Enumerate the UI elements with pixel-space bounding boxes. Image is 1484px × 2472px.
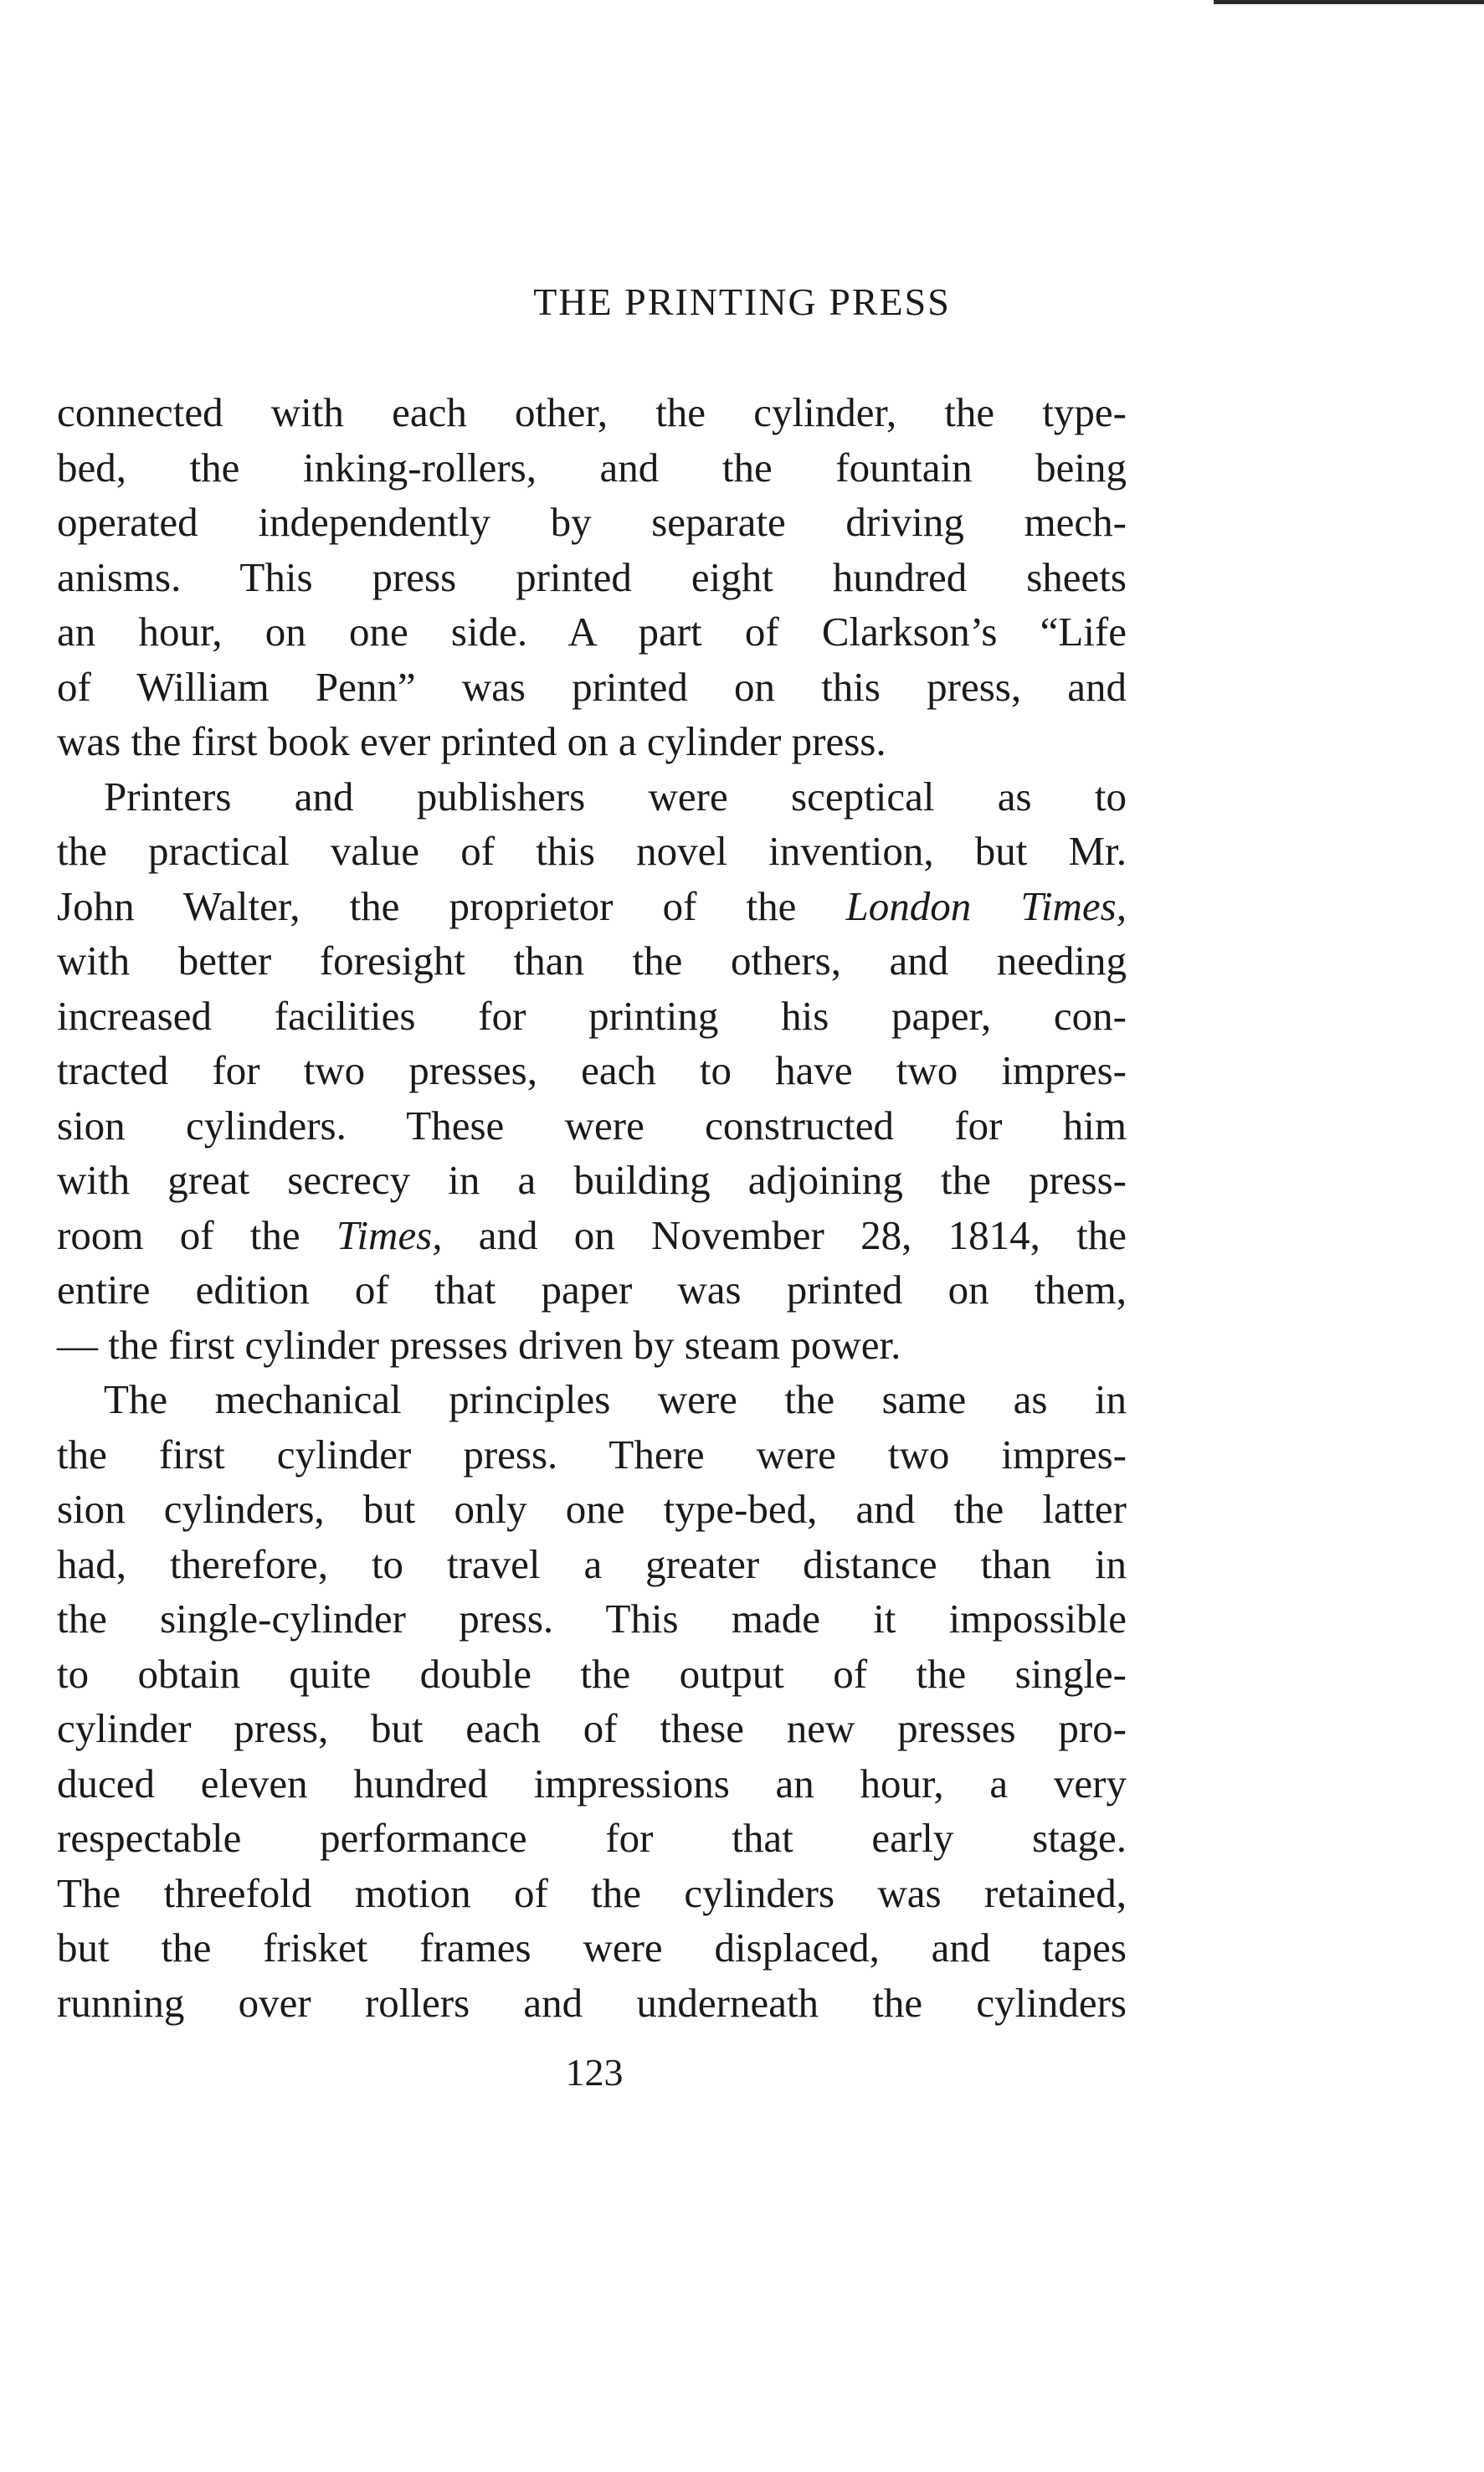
top-edge-rule (1214, 0, 1484, 4)
text-line: entire edition of that paper was printed on them, (57, 1267, 1127, 1313)
text-line: duced eleven hundred impressions an hour, a very (57, 1760, 1127, 1806)
text-line: increased facilities for printing his paper, con- (57, 992, 1127, 1039)
page-number: 123 (565, 2051, 624, 2094)
text-line: with better foresight than the others, and needing (57, 938, 1127, 984)
text-line: the practical value of this novel invention, but Mr. (57, 828, 1127, 874)
text-line: of William Penn” was printed on this press, and (57, 663, 1127, 710)
text-line: respectable performance for that early stage. (57, 1815, 1127, 1861)
text-line: with great secrecy in a building adjoining the press- (57, 1157, 1127, 1203)
running-head: THE PRINTING PRESS (533, 280, 951, 323)
text-run: John Walter, the proprietor of the (57, 882, 797, 929)
text-run: and on November 28, 1814, the (478, 1211, 1127, 1258)
text-line: operated independently by separate driving mech- (57, 499, 1127, 545)
text-line: The mechanical principles were the same as in (104, 1376, 1127, 1422)
newspaper-title: London Times, (845, 882, 1127, 929)
text-line: to obtain quite double the output of the single- (57, 1650, 1127, 1697)
text-run: room of the (57, 1211, 300, 1258)
text-line: connected with each other, the cylinder, the type- (57, 389, 1127, 435)
text-line: running over rollers and underneath the cylinders (57, 1979, 1127, 2026)
text-line (57, 879, 1127, 934)
text-line: anisms. This press printed eight hundred sheets (57, 553, 1127, 600)
text-line: sion cylinders, but only one type-bed, and the latter (57, 1486, 1127, 1532)
text-line: The threefold motion of the cylinders was retained, (57, 1869, 1127, 1916)
text-line: bed, the inking-rollers, and the fountain being (57, 444, 1127, 491)
text-line: but the frisket frames were displaced, and tapes (57, 1925, 1127, 1971)
newspaper-title: Times, (336, 1211, 443, 1258)
text-line (57, 1208, 1127, 1263)
text-line: had, therefore, to travel a greater distance than in (57, 1540, 1127, 1587)
text-line: — the first cylinder presses driven by steam power. (57, 1321, 901, 1368)
text-line: Printers and publishers were sceptical as to (104, 773, 1127, 820)
text-line: cylinder press, but each of these new presses pro- (57, 1705, 1127, 1751)
text-line: the single-cylinder press. This made it impossible (57, 1596, 1127, 1642)
text-line: sion cylinders. These were constructed for him (57, 1102, 1127, 1149)
body-text (57, 385, 1127, 2030)
text-line: an hour, on one side. A part of Clarkson’s “Life (57, 609, 1127, 655)
text-line: the first cylinder press. There were two impres- (57, 1431, 1127, 1478)
text-line: tracted for two presses, each to have two impres- (57, 1047, 1127, 1093)
text-line: was the first book ever printed on a cylinder press. (57, 718, 886, 764)
